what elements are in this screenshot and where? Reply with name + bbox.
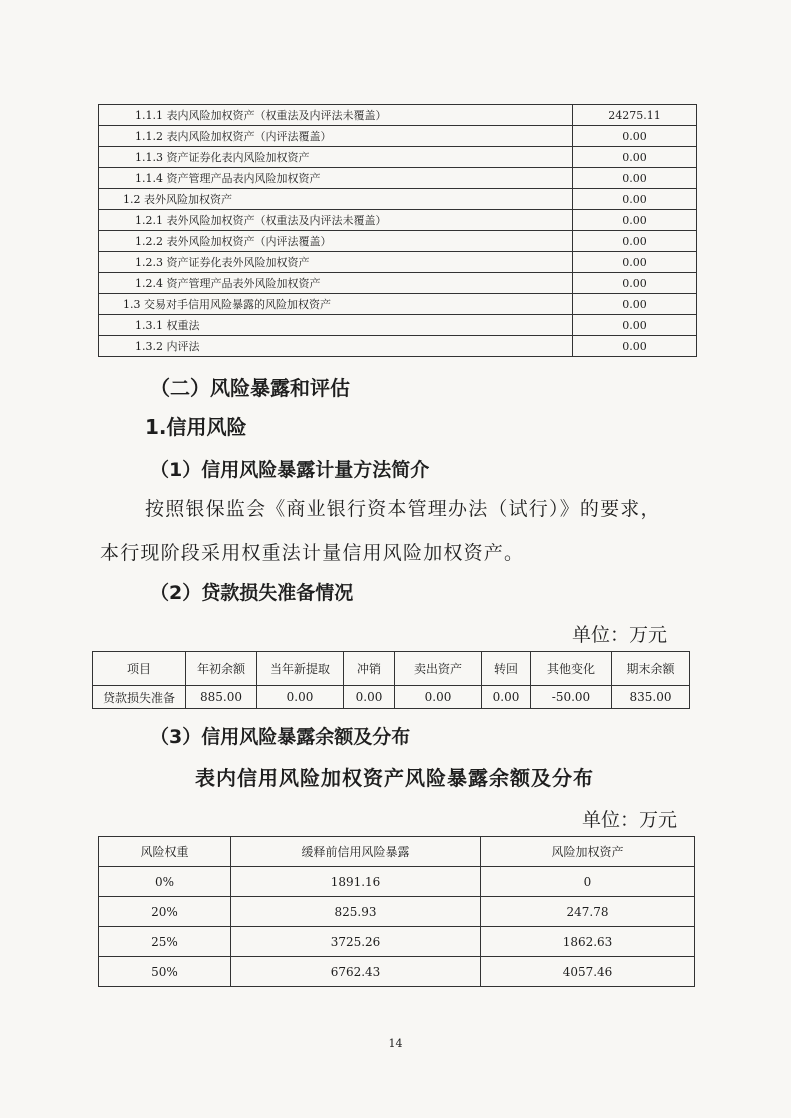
rwa-value-cell: 0.00 xyxy=(573,336,697,357)
table-cell: 1891.16 xyxy=(231,867,481,897)
header-cell: 当年新提取 xyxy=(257,652,344,686)
rwa-item-cell: 1.2.4 资产管理产品表外风险加权资产 xyxy=(99,273,573,294)
rwa-value-cell: 0.00 xyxy=(573,273,697,294)
header-cell: 期末余额 xyxy=(612,652,690,686)
table-row xyxy=(99,147,697,168)
rwa-table xyxy=(98,104,697,357)
page-number: 14 xyxy=(388,1037,403,1050)
rwa-item-cell: 1.3.2 内评法 xyxy=(99,336,573,357)
header-cell: 转回 xyxy=(482,652,531,686)
rwa-item-cell: 1.1.4 资产管理产品表内风险加权资产 xyxy=(99,168,573,189)
table-cell: 贷款损失准备 xyxy=(93,686,186,709)
rwa-value-cell: 0.00 xyxy=(573,315,697,336)
rwa-item-cell: 1.1.2 表内风险加权资产（内评法覆盖） xyxy=(99,126,573,147)
table-row xyxy=(99,927,695,957)
loan-table-header xyxy=(93,652,690,686)
rwa-value-cell: 0.00 xyxy=(573,294,697,315)
rwa-item-cell: 1.1.1 表内风险加权资产（权重法及内评法未覆盖） xyxy=(99,105,573,126)
rwa-item-cell: 1.2 表外风险加权资产 xyxy=(99,189,573,210)
table-cell: 6762.43 xyxy=(231,957,481,987)
rwa-item-cell: 1.3 交易对手信用风险暴露的风险加权资产 xyxy=(99,294,573,315)
header-cell: 风险加权资产 xyxy=(481,837,695,867)
weight-table-header xyxy=(99,837,695,867)
rwa-item-cell: 1.1.3 资产证券化表内风险加权资产 xyxy=(99,147,573,168)
rwa-value-cell: 24275.11 xyxy=(573,105,697,126)
table-cell: 4057.46 xyxy=(481,957,695,987)
table-row xyxy=(99,336,697,357)
sub3-heading: （3）信用风险暴露余额及分布 xyxy=(150,726,411,748)
unit-label-1: 单位：万元 xyxy=(572,624,668,646)
header-cell: 卖出资产 xyxy=(395,652,482,686)
table-row xyxy=(99,210,697,231)
rwa-item-cell: 1.2.1 表外风险加权资产（权重法及内评法未覆盖） xyxy=(99,210,573,231)
table-cell: 0.00 xyxy=(482,686,531,709)
table-title: 表内信用风险加权资产风险暴露余额及分布 xyxy=(195,766,594,790)
table-cell: 25% xyxy=(99,927,231,957)
table-row xyxy=(99,867,695,897)
header-cell: 项目 xyxy=(93,652,186,686)
header-cell: 冲销 xyxy=(344,652,395,686)
rwa-item-cell: 1.3.1 权重法 xyxy=(99,315,573,336)
credit-risk-heading: 1.信用风险 xyxy=(145,415,247,439)
table-row xyxy=(99,189,697,210)
rwa-value-cell: 0.00 xyxy=(573,147,697,168)
unit-label-2: 单位：万元 xyxy=(582,809,678,831)
table-cell: 0 xyxy=(481,867,695,897)
table-cell: 0.00 xyxy=(344,686,395,709)
rwa-value-cell: 0.00 xyxy=(573,168,697,189)
sub1-heading: （1）信用风险暴露计量方法简介 xyxy=(150,459,430,481)
table-row xyxy=(99,897,695,927)
rwa-value-cell: 0.00 xyxy=(573,252,697,273)
rwa-value-cell: 0.00 xyxy=(573,126,697,147)
rwa-value-cell: 0.00 xyxy=(573,210,697,231)
table-row xyxy=(99,231,697,252)
table-row xyxy=(99,273,697,294)
table-cell: 825.93 xyxy=(231,897,481,927)
table-cell: 247.78 xyxy=(481,897,695,927)
section-heading: （二）风险暴露和评估 xyxy=(150,376,350,400)
table-cell: 835.00 xyxy=(612,686,690,709)
table-cell: 20% xyxy=(99,897,231,927)
table-row xyxy=(99,957,695,987)
loan-loss-table xyxy=(92,651,690,709)
table-row xyxy=(99,315,697,336)
paragraph-line-2: 本行现阶段采用权重法计量信用风险加权资产。 xyxy=(100,542,525,564)
risk-weight-table xyxy=(98,836,695,987)
table-row xyxy=(99,168,697,189)
header-cell: 年初余额 xyxy=(186,652,257,686)
table-cell: -50.00 xyxy=(531,686,612,709)
table-row xyxy=(99,105,697,126)
table-cell: 3725.26 xyxy=(231,927,481,957)
table-cell: 0% xyxy=(99,867,231,897)
table-row xyxy=(93,686,690,709)
table-cell: 50% xyxy=(99,957,231,987)
rwa-item-cell: 1.2.3 资产证券化表外风险加权资产 xyxy=(99,252,573,273)
table-cell: 1862.63 xyxy=(481,927,695,957)
rwa-value-cell: 0.00 xyxy=(573,189,697,210)
rwa-item-cell: 1.2.2 表外风险加权资产（内评法覆盖） xyxy=(99,231,573,252)
header-cell: 风险权重 xyxy=(99,837,231,867)
paragraph-line-1: 按照银保监会《商业银行资本管理办法（试行）》的要求， xyxy=(145,498,661,520)
sub2-heading: （2）贷款损失准备情况 xyxy=(150,582,354,604)
table-cell: 885.00 xyxy=(186,686,257,709)
table-row xyxy=(99,252,697,273)
table-cell: 0.00 xyxy=(257,686,344,709)
table-row xyxy=(99,294,697,315)
table-cell: 0.00 xyxy=(395,686,482,709)
rwa-value-cell: 0.00 xyxy=(573,231,697,252)
table-row xyxy=(99,126,697,147)
header-cell: 缓释前信用风险暴露 xyxy=(231,837,481,867)
header-cell: 其他变化 xyxy=(531,652,612,686)
